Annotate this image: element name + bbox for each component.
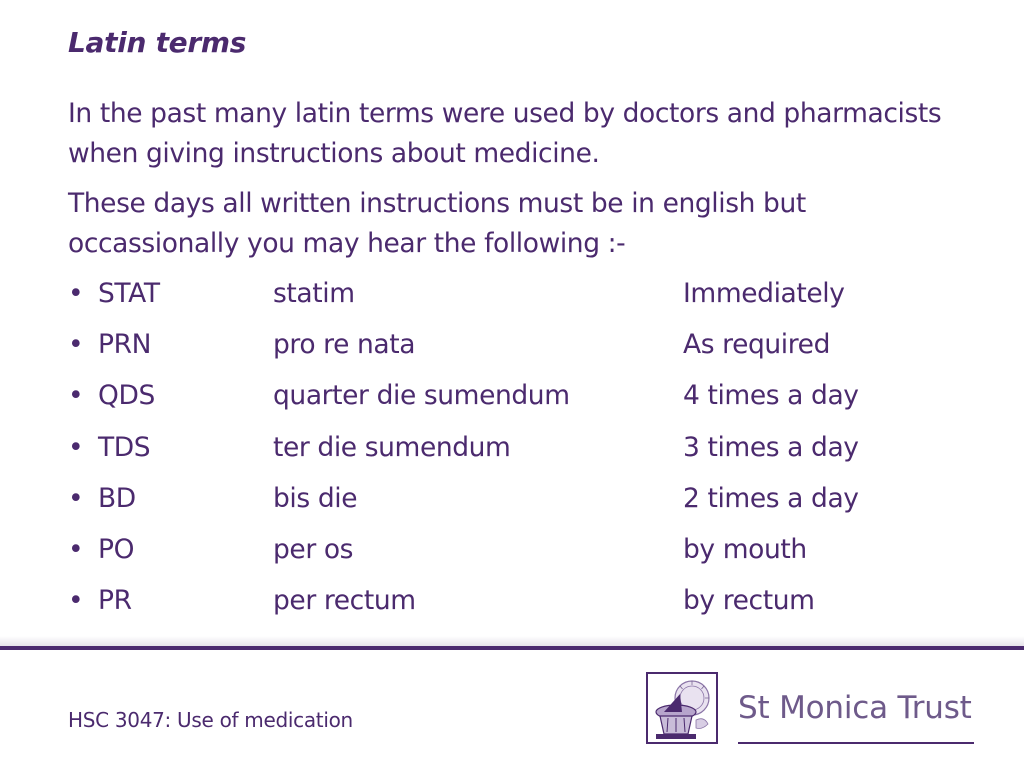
logo-underline bbox=[738, 742, 974, 744]
term-meaning: by rectum bbox=[683, 585, 815, 617]
term-abbreviation: BD bbox=[98, 482, 136, 514]
term-latin: ter die sumendum bbox=[273, 431, 511, 463]
footer-divider-shadow bbox=[0, 636, 1024, 646]
term-meaning: by mouth bbox=[683, 533, 807, 565]
term-latin: per os bbox=[273, 533, 354, 565]
term-abbreviation: QDS bbox=[98, 380, 155, 412]
intro-paragraph-2: These days all written instructions must be in english but occassionally you may hear the following :- bbox=[68, 188, 806, 259]
term-abbreviation: PO bbox=[98, 533, 135, 565]
term-meaning: 4 times a day bbox=[683, 380, 859, 412]
intro-paragraph-1: In the past many latin terms were used by doctors and pharmacists when giving instructions about medicine. bbox=[68, 98, 942, 169]
term-abbreviation: STAT bbox=[98, 278, 160, 309]
term-abbreviation: TDS bbox=[98, 431, 151, 463]
term-meaning: As required bbox=[683, 329, 830, 361]
bullet: • bbox=[68, 585, 84, 617]
footer-divider bbox=[0, 646, 1024, 650]
term-latin: quarter die sumendum bbox=[273, 380, 570, 412]
bullet: • bbox=[68, 431, 84, 463]
bullet: • bbox=[68, 380, 84, 412]
bullet: • bbox=[68, 482, 84, 514]
term-meaning: 2 times a day bbox=[683, 482, 859, 514]
term-meaning: 3 times a day bbox=[683, 431, 859, 463]
course-footer-label: HSC 3047: Use of medication bbox=[68, 708, 353, 732]
bullet: • bbox=[68, 278, 84, 309]
slide-title: Latin terms bbox=[68, 26, 247, 59]
sundial-emblem-icon bbox=[646, 672, 718, 744]
term-latin: per rectum bbox=[273, 585, 416, 617]
bullet: • bbox=[68, 533, 84, 565]
term-latin: pro re nata bbox=[273, 329, 416, 361]
bullet: • bbox=[68, 329, 84, 361]
term-latin: bis die bbox=[273, 482, 358, 514]
term-abbreviation: PR bbox=[98, 585, 132, 617]
term-abbreviation: PRN bbox=[98, 329, 152, 361]
term-latin: statim bbox=[273, 278, 355, 309]
term-meaning: Immediately bbox=[683, 278, 845, 309]
logo-wordmark: St Monica Trust bbox=[738, 690, 972, 726]
